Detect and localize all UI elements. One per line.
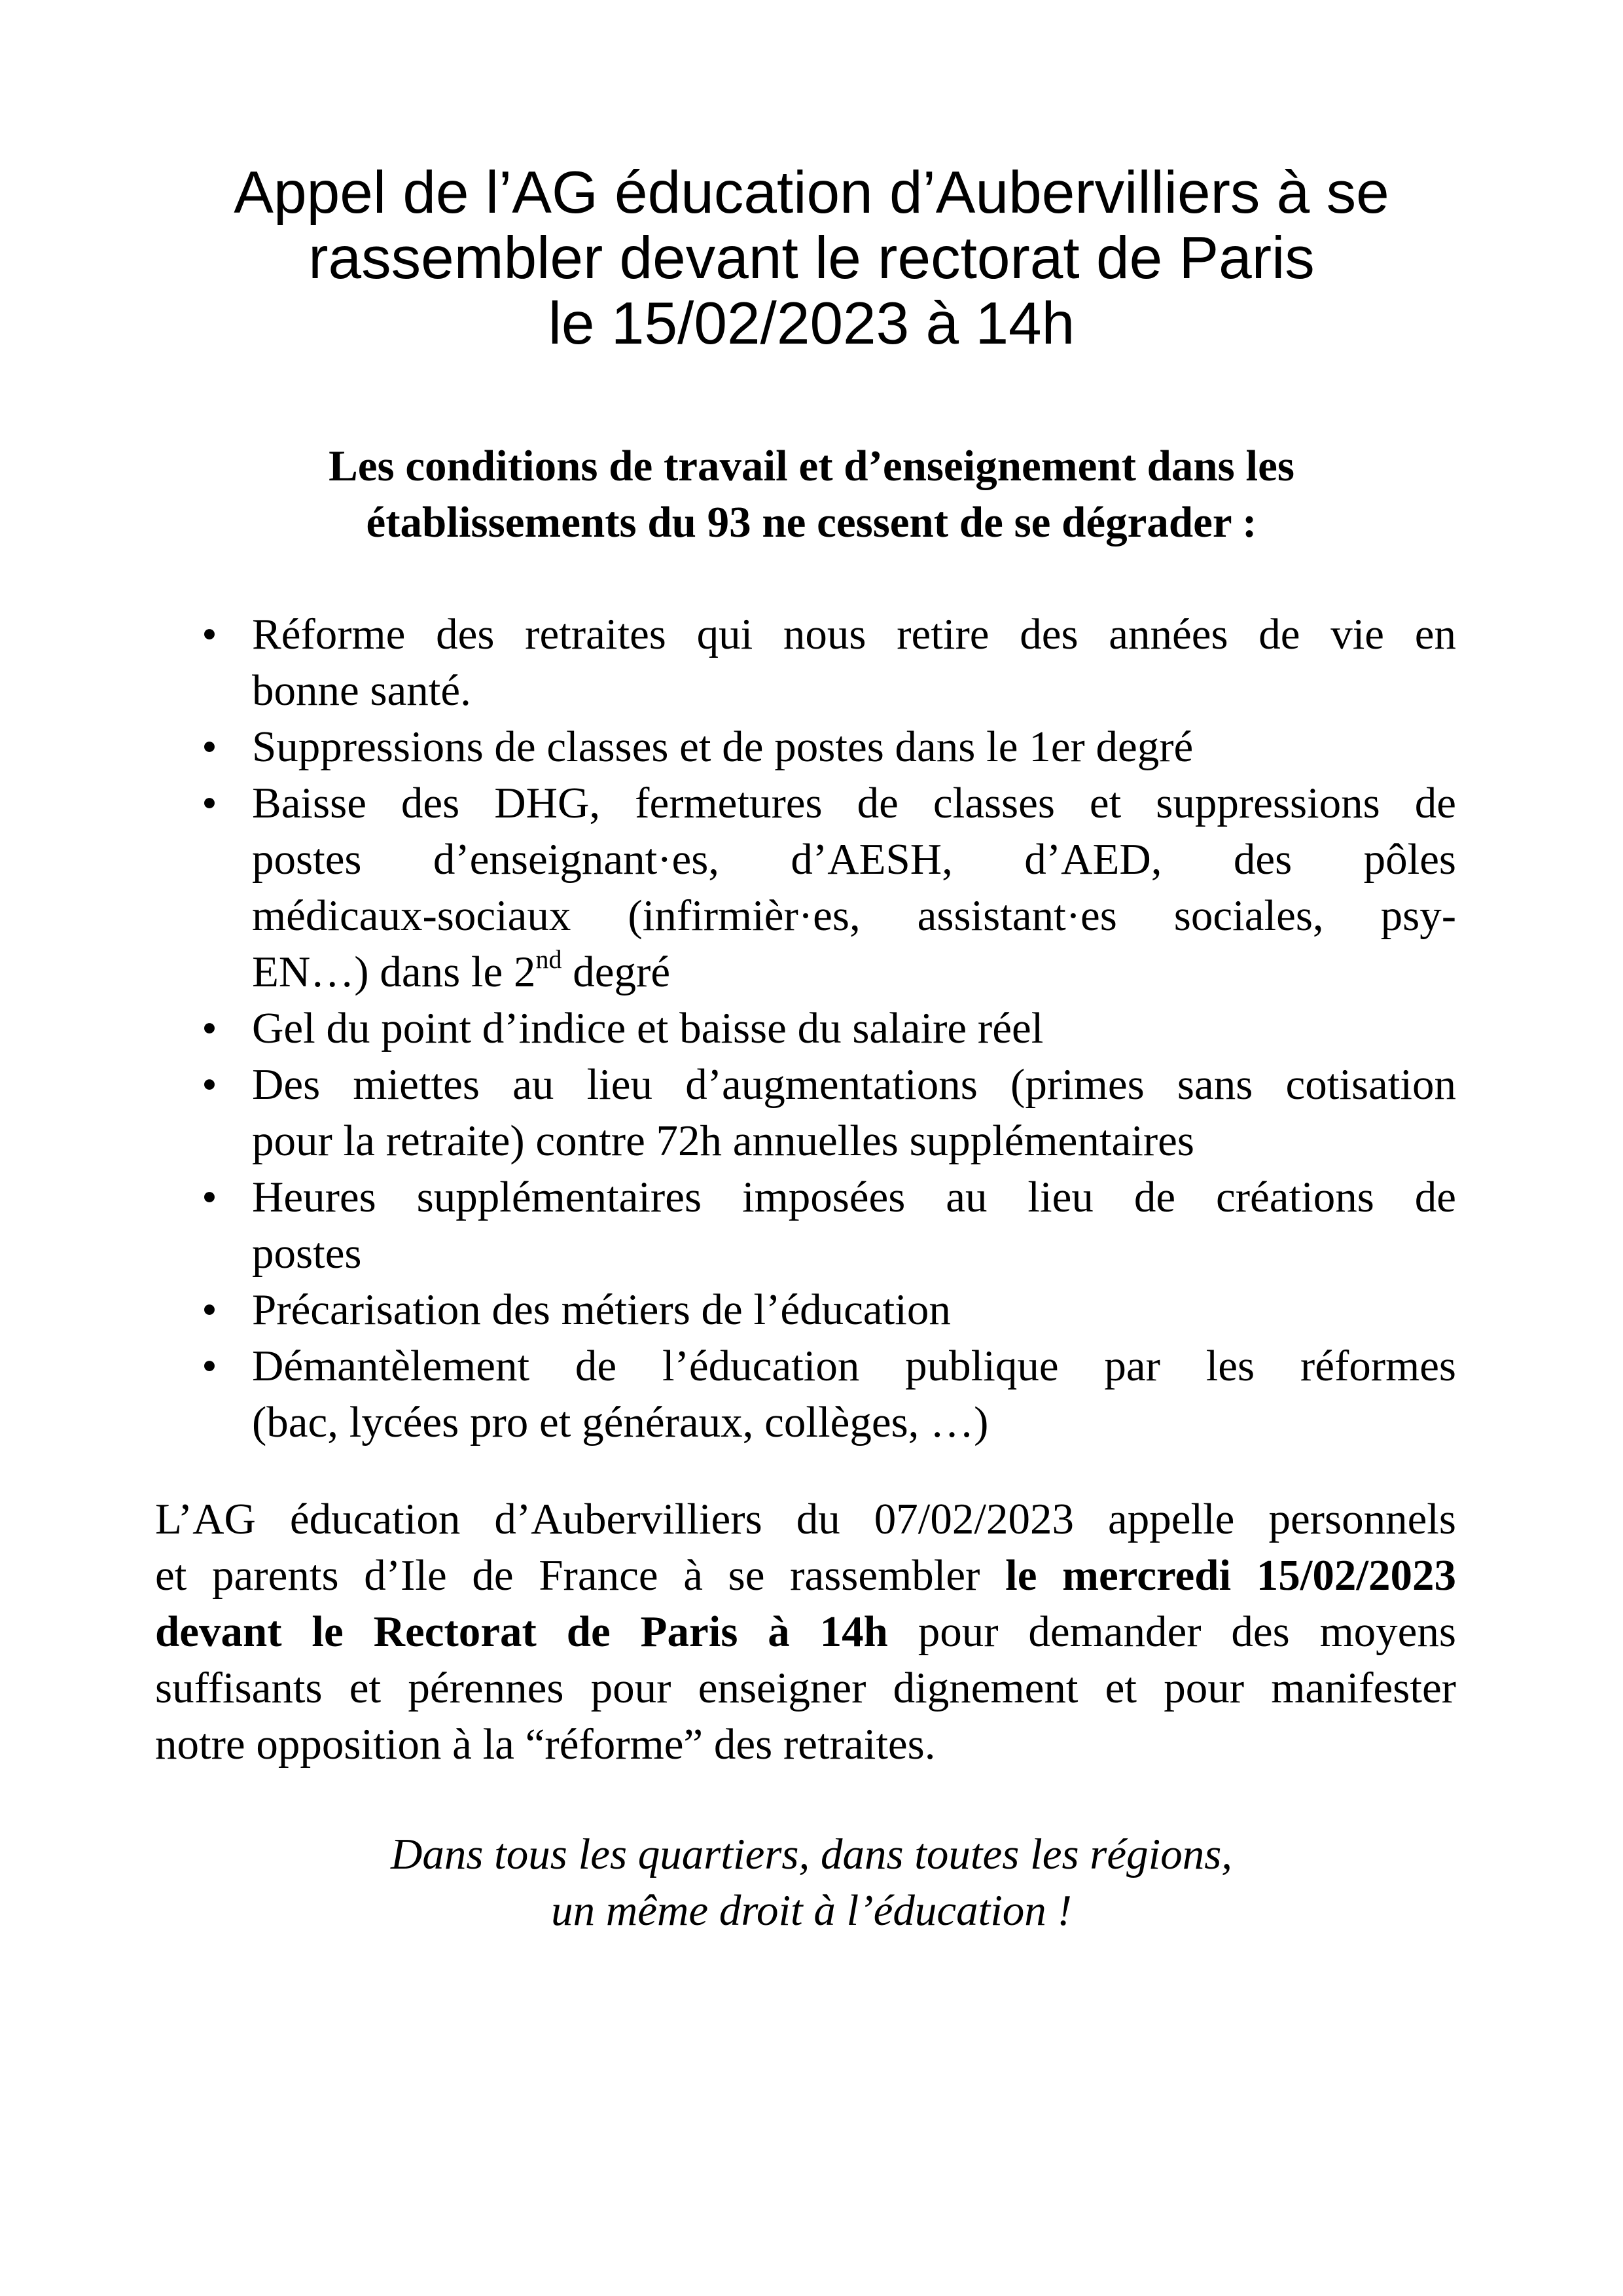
list-item-line: Baisse des DHG, fermetures de classes et suppressions de [252,779,1456,827]
list-item-line: Suppressions de classes et de postes dans le 1er degré [252,723,1194,771]
document-subtitle [157,438,1466,550]
list-item [196,719,1456,775]
list-item [196,775,1456,1000]
paragraph-line: suffisants et pérennes pour enseigner dignement et pour manifester [155,1664,1456,1712]
ordinal-superscript: nd [535,944,562,974]
bullet-icon: • [202,1285,217,1334]
list-item [196,606,1456,719]
paragraph-line [155,1547,1456,1604]
bullet-icon: • [202,1060,217,1109]
bullet-icon: • [202,1004,217,1052]
list-item-line: médicaux-sociaux (infirmièr·es, assistant·es sociales, psy- [252,891,1456,940]
list-item [196,1000,1456,1056]
list-item-line: pour la retraite) contre 72h annuelles supplémentaires [252,1117,1194,1165]
paragraph-bold-text: devant le Rectorat de Paris à 14h [155,1607,888,1656]
call-paragraph [155,1491,1456,1772]
list-item-text: EN…) dans le 2 [252,948,536,996]
document-title [157,160,1466,357]
list-item-text: degré [562,948,671,996]
bullet-icon: • [202,1342,217,1390]
title-line-2: rassembler devant le rectorat de Paris [308,225,1315,291]
closing-line-2: un même droit à l’éducation ! [551,1886,1072,1935]
list-item-line [252,944,1456,1000]
list-item-line: (bac, lycées pro et généraux, collèges, …) [252,1398,989,1446]
subtitle-line-2: établissements du 93 ne cessent de se dégrader : [366,498,1257,547]
grievance-list [196,606,1456,1450]
list-item [196,1338,1456,1450]
list-item-line: postes d’enseignant·es, d’AESH, d’AED, des pôles [252,835,1456,884]
list-item-line: Réforme des retraites qui nous retire des années de vie en [252,610,1456,658]
paragraph-line [155,1604,1456,1660]
list-item [196,1282,1456,1338]
list-item [196,1056,1456,1169]
bullet-icon: • [202,779,217,827]
list-item-line: postes [252,1229,362,1278]
list-item-line: Heures supplémentaires imposées au lieu de créations de [252,1173,1456,1221]
list-item-line: Précarisation des métiers de l’éducation [252,1285,951,1334]
closing-line-1: Dans tous les quartiers, dans toutes les régions, [390,1830,1233,1878]
subtitle-line-1: Les conditions de travail et d’enseignement dans les [329,442,1294,490]
list-item-line: bonne santé. [252,666,471,715]
list-item-line: Des miettes au lieu d’augmentations (primes sans cotisation [252,1060,1456,1109]
list-item-line: Gel du point d’indice et baisse du salaire réel [252,1004,1044,1052]
paragraph-text: pour demander des moyens [887,1607,1456,1656]
title-line-1: Appel de l’AG éducation d’Aubervilliers à se [234,160,1389,226]
title-line-3: le 15/02/2023 à 14h [548,291,1075,357]
closing-slogan [157,1826,1466,1939]
bullet-icon: • [202,610,217,658]
paragraph-line: notre opposition à la “réforme” des retraites. [155,1720,936,1768]
paragraph-bold-text: le mercredi 15/02/2023 [1005,1551,1457,1600]
bullet-icon: • [202,723,217,771]
bullet-icon: • [202,1173,217,1221]
paragraph-line: L’AG éducation d’Aubervilliers du 07/02/2023 appelle personnels [155,1495,1456,1543]
list-item [196,1169,1456,1282]
list-item-line: Démantèlement de l’éducation publique par les réformes [252,1342,1456,1390]
paragraph-text: et parents d’Ile de France à se rassembler [155,1551,1006,1600]
